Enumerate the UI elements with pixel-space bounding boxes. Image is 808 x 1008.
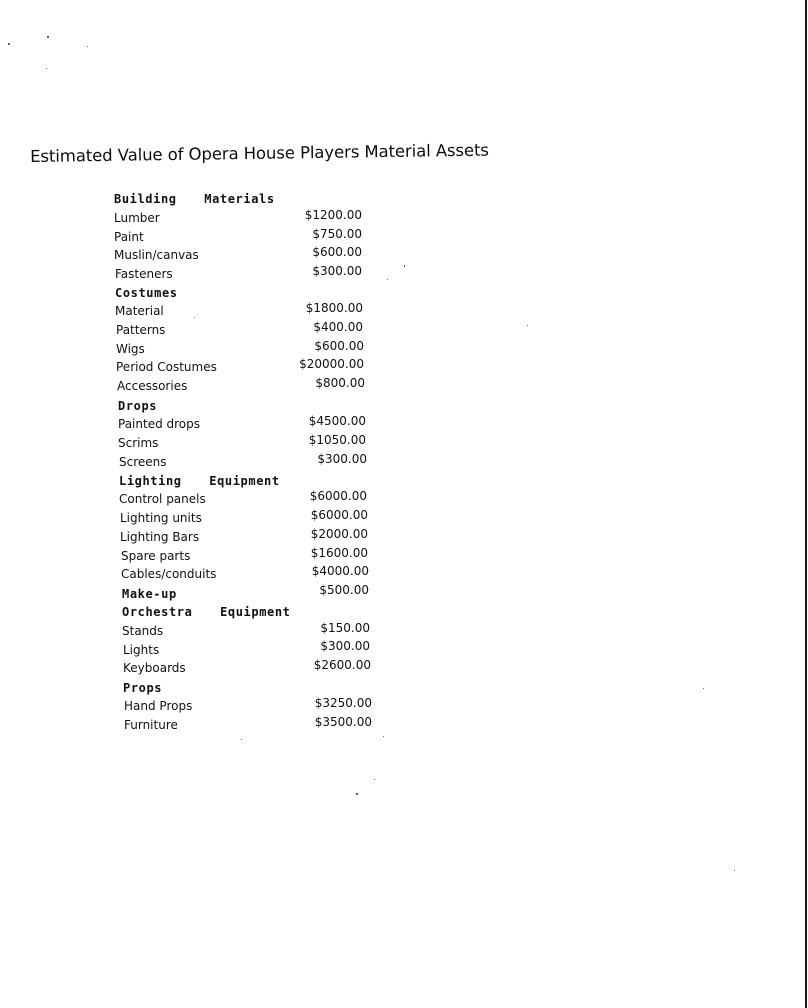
value-lights: $300.00	[320, 639, 370, 653]
item-accessories: Accessories	[117, 379, 188, 393]
item-control-panels: Control panels	[119, 492, 206, 506]
scan-speck	[241, 739, 242, 740]
value-spare-parts: $1600.00	[310, 546, 368, 560]
item-material: Material	[115, 304, 164, 318]
item-lumber: Lumber	[114, 211, 160, 225]
scan-speck	[46, 68, 47, 69]
item-keyboards: Keyboards	[123, 661, 186, 675]
scan-speck	[387, 279, 388, 280]
item-wigs: Wigs	[116, 342, 145, 356]
value-period-costumes: $20000.00	[299, 357, 364, 371]
section-heading-drops: Drops	[118, 399, 158, 413]
item-fasteners: Fasteners	[115, 267, 173, 281]
value-control-panels: $6000.00	[309, 489, 367, 503]
value-make-up: $500.00	[319, 583, 369, 597]
scan-speck	[47, 36, 49, 38]
value-scrims: $1050.00	[308, 433, 366, 447]
section-heading-make-up: Make-up	[122, 587, 177, 601]
value-material: $1800.00	[305, 301, 363, 315]
item-muslin-canvas: Muslin/canvas	[114, 248, 199, 262]
item-furniture: Furniture	[124, 718, 178, 732]
item-cables-conduits: Cables/conduits	[121, 567, 217, 581]
item-hand-props: Hand Props	[124, 699, 193, 713]
scan-speck	[734, 870, 735, 871]
scan-speck	[356, 793, 358, 795]
item-lighting-bars: Lighting Bars	[120, 530, 200, 544]
item-screens: Screens	[119, 455, 167, 469]
value-patterns: $400.00	[313, 320, 363, 334]
value-keyboards: $2600.00	[313, 658, 371, 672]
value-cables-conduits: $4000.00	[311, 564, 369, 578]
item-spare-parts: Spare parts	[121, 549, 191, 563]
value-stands: $150.00	[320, 621, 370, 635]
section-heading-costumes: Costumes	[115, 286, 178, 300]
value-screens: $300.00	[317, 452, 367, 466]
section-heading-orchestra-equipment: Orchestra Equipment	[122, 605, 291, 619]
value-painted-drops: $4500.00	[308, 414, 366, 428]
scan-speck	[87, 46, 88, 47]
item-scrims: Scrims	[118, 436, 159, 450]
section-heading-lighting-equipment: Lighting Equipment	[119, 474, 280, 488]
value-hand-props: $3250.00	[314, 696, 372, 710]
item-paint: Paint	[114, 230, 144, 244]
scan-speck	[194, 317, 195, 318]
value-muslin-canvas: $600.00	[312, 245, 362, 259]
value-accessories: $800.00	[315, 376, 365, 390]
scan-speck	[383, 736, 384, 737]
document-title: Estimated Value of Opera House Players Material Assets	[30, 140, 490, 166]
scan-speck	[703, 688, 704, 689]
value-wigs: $600.00	[314, 339, 364, 353]
value-paint: $750.00	[312, 227, 362, 241]
value-lumber: $1200.00	[304, 208, 362, 222]
item-period-costumes: Period Costumes	[116, 360, 217, 374]
scan-speck	[374, 779, 375, 780]
value-fasteners: $300.00	[312, 264, 362, 278]
scan-edge	[805, 0, 807, 1008]
value-lighting-units: $6000.00	[310, 508, 368, 522]
scan-speck	[404, 265, 405, 267]
section-heading-building-materials: Building Materials	[114, 192, 275, 206]
value-lighting-bars: $2000.00	[310, 527, 368, 541]
section-heading-props: Props	[123, 681, 163, 695]
scan-speck	[527, 325, 528, 326]
item-patterns: Patterns	[116, 323, 166, 337]
item-painted-drops: Painted drops	[118, 417, 201, 431]
item-stands: Stands	[122, 624, 164, 638]
scan-speck	[8, 43, 10, 45]
item-lighting-units: Lighting units	[120, 511, 202, 525]
item-lights: Lights	[123, 643, 160, 657]
value-furniture: $3500.00	[314, 715, 372, 729]
